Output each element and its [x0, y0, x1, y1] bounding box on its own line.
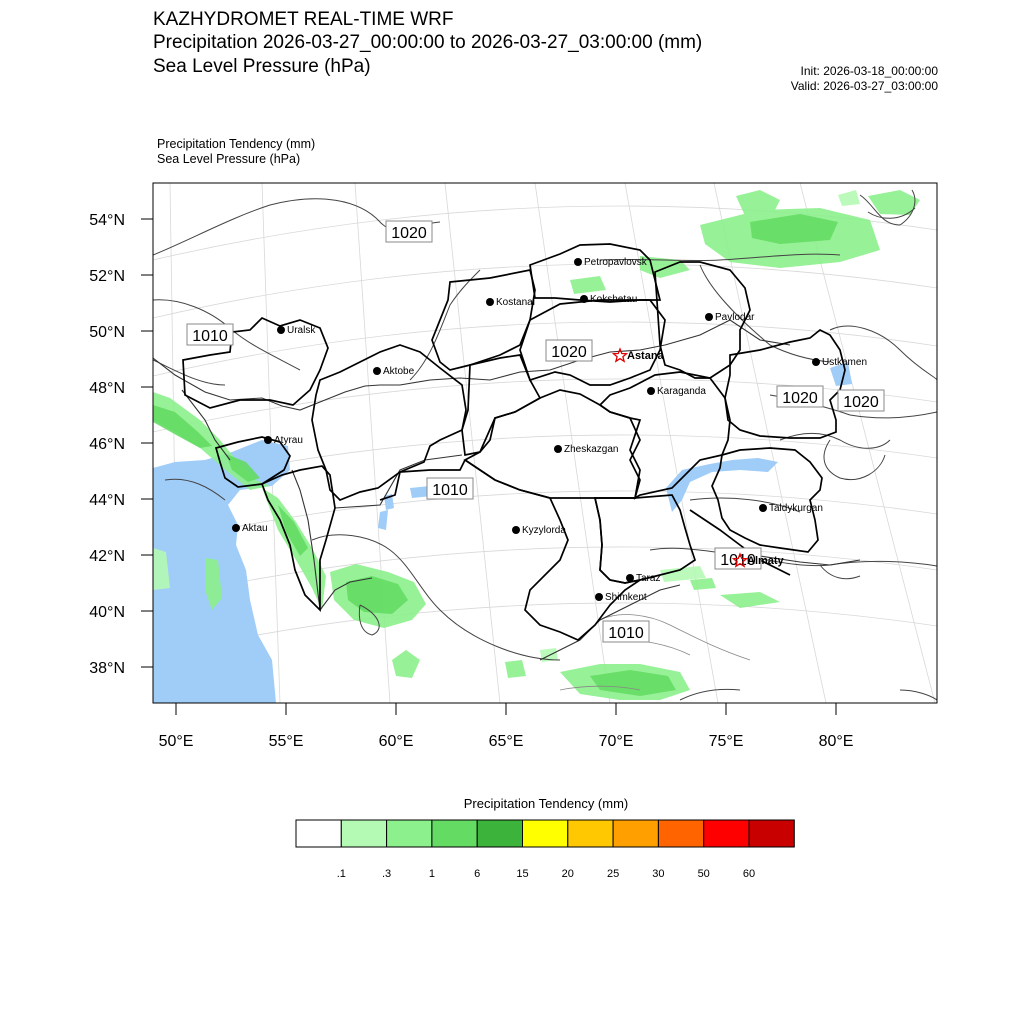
latitude-labels [89, 212, 125, 677]
svg-text:Uralsk: Uralsk [287, 325, 316, 336]
title-slp: Sea Level Pressure (hPa) [153, 56, 371, 77]
legend-swatch [613, 820, 658, 847]
isobar-label [187, 324, 233, 345]
svg-text:Aktau: Aktau [242, 523, 268, 534]
lon-label: 80°E [818, 733, 854, 750]
svg-text:Karaganda: Karaganda [657, 386, 706, 397]
city-kyzylorda [512, 525, 566, 536]
lon-label: 55°E [268, 733, 304, 750]
svg-text:Astana: Astana [627, 350, 664, 362]
city-petropavlovsk [574, 257, 648, 268]
lat-label: 46°N [89, 436, 125, 453]
title-precip-period: Precipitation 2026-03-27_00:00:00 to 2026-03-27_03:00:00 (mm) [153, 32, 703, 53]
valid-time: Valid: 2026-03-27_03:00:00 [790, 79, 938, 93]
svg-text:Ustkamen: Ustkamen [822, 357, 868, 368]
lon-label: 75°E [708, 733, 744, 750]
svg-text:1020: 1020 [843, 394, 879, 411]
lat-label: 40°N [89, 604, 125, 621]
city-shimkent [595, 592, 647, 603]
init-time: Init: 2026-03-18_00:00:00 [800, 64, 938, 78]
svg-text:1010: 1010 [608, 625, 644, 642]
svg-text:1020: 1020 [782, 390, 818, 407]
legend-tick-label: .3 [382, 868, 392, 880]
isobar-label [838, 390, 884, 411]
svg-text:1020: 1020 [551, 344, 587, 361]
svg-text:Kyzylorda: Kyzylorda [522, 525, 566, 536]
lon-label: 70°E [598, 733, 634, 750]
svg-text:Pavlodar: Pavlodar [715, 312, 755, 323]
lon-label: 65°E [488, 733, 524, 750]
field-label-slp: Sea Level Pressure (hPa) [157, 152, 301, 166]
city-kostanai [486, 297, 535, 308]
legend-swatch [432, 820, 477, 847]
longitude-labels [159, 733, 854, 750]
svg-text:Taraz: Taraz [636, 573, 661, 584]
legend-title: Precipitation Tendency (mm) [463, 796, 629, 811]
isobar-label [777, 386, 823, 407]
svg-text:Kokshetau: Kokshetau [590, 294, 638, 305]
city-aktau [232, 523, 268, 534]
legend-swatch [387, 820, 432, 847]
lat-label: 42°N [89, 548, 125, 565]
svg-text:Atyrau: Atyrau [274, 435, 303, 446]
lat-label: 54°N [89, 212, 125, 229]
legend-swatch [568, 820, 613, 847]
legend-tick-label: .1 [336, 868, 346, 880]
lat-label: 44°N [89, 492, 125, 509]
legend-tick-label: 20 [561, 868, 574, 880]
lat-label: 38°N [89, 660, 125, 677]
legend-swatch [523, 820, 568, 847]
svg-text:1010: 1010 [192, 328, 228, 345]
legend-swatch [704, 820, 749, 847]
svg-text:Taldykurgan: Taldykurgan [769, 503, 823, 514]
svg-text:1010: 1010 [720, 552, 756, 569]
isobar-label [603, 621, 649, 642]
city-aktobe [373, 366, 415, 377]
isobar-labels [187, 221, 884, 642]
legend-swatch [296, 820, 341, 847]
legend-swatch [477, 820, 522, 847]
legend-tick-label: 6 [474, 868, 481, 880]
lon-label: 60°E [378, 733, 414, 750]
legend-tick-label: 25 [606, 868, 620, 880]
city-astana [614, 349, 665, 362]
city-zheskazgan [554, 444, 618, 455]
title-model: KAZHYDROMET REAL-TIME WRF [153, 9, 454, 30]
isobar-label [386, 221, 432, 242]
svg-text:Petropavlovsk: Petropavlovsk [584, 257, 647, 268]
lake-balkhash [666, 458, 778, 512]
svg-text:1020: 1020 [391, 225, 427, 242]
svg-text:Aktobe: Aktobe [383, 366, 415, 377]
precip-color-legend [296, 820, 794, 880]
legend-tick-label: 15 [516, 868, 529, 880]
svg-text:1010: 1010 [432, 482, 468, 499]
svg-text:Kostanai: Kostanai [496, 297, 535, 308]
lon-label: 50°E [158, 733, 194, 750]
legend-tick-label: 60 [742, 868, 756, 880]
legend-swatch [749, 820, 794, 847]
city-uralsk [277, 325, 316, 336]
svg-text:Almaty: Almaty [747, 555, 784, 567]
legend-tick-label: 30 [652, 868, 665, 880]
isobar-label [427, 478, 473, 499]
lat-label: 48°N [89, 380, 125, 397]
legend-tick-label: 50 [697, 868, 710, 880]
city-ustkamen [812, 357, 867, 368]
legend-swatch [658, 820, 703, 847]
city-karaganda [647, 386, 706, 397]
city-pavlodar [705, 312, 755, 323]
legend-swatch [341, 820, 386, 847]
legend-tick-label: 1 [428, 868, 435, 880]
lat-label: 52°N [89, 268, 125, 285]
city-kokshetau [580, 294, 637, 305]
svg-text:Zheskazgan: Zheskazgan [564, 444, 619, 455]
country-borders [153, 320, 860, 660]
isobar-label [546, 340, 592, 361]
city-taldykurgan [759, 503, 823, 514]
svg-text:Shimkent: Shimkent [605, 592, 647, 603]
lat-label: 50°N [89, 324, 125, 341]
field-label-precip: Precipitation Tendency (mm) [157, 137, 316, 151]
